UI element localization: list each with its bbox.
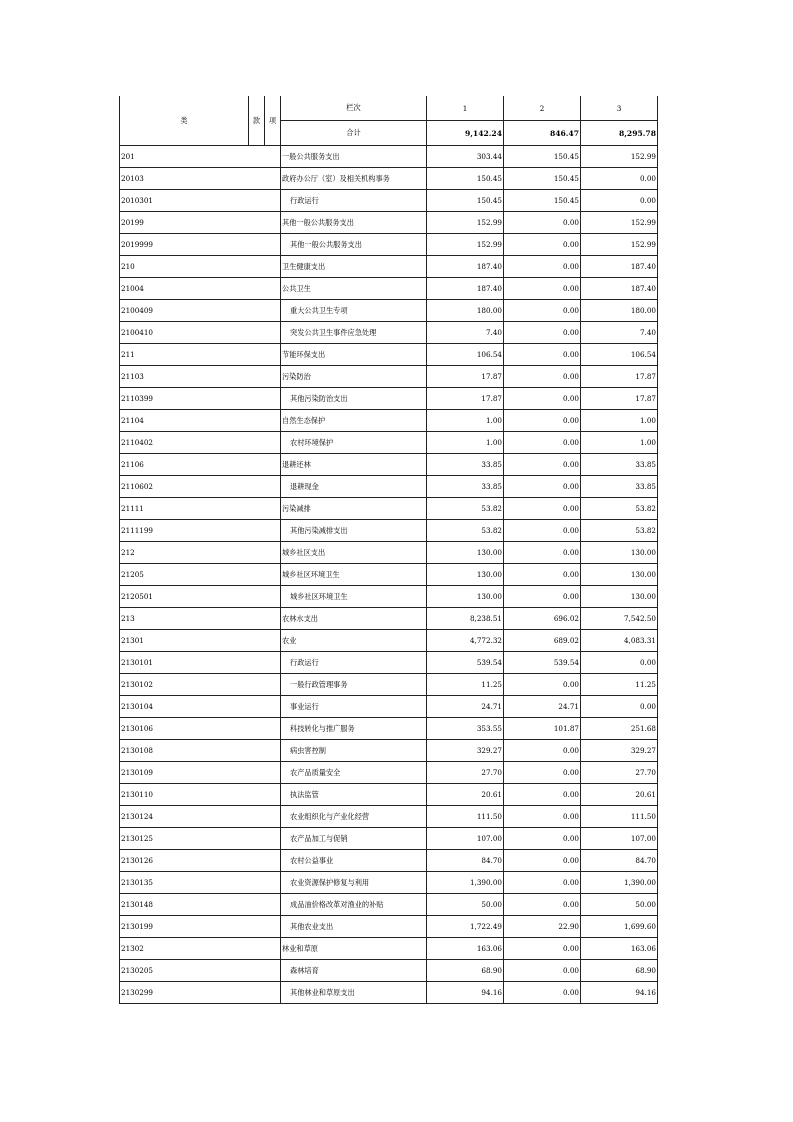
row-name: 城乡社区支出 [281,542,427,564]
row-value-col3: 27.70 [581,762,658,784]
table-row [120,674,658,696]
row-value-col2: 0.00 [504,212,581,234]
total-col1: 9,142.24 [427,121,504,146]
table-row [120,586,658,608]
row-value-col1: 94.16 [427,982,504,1004]
row-value-col1: 20.61 [427,784,504,806]
row-value-col3: 111.50 [581,806,658,828]
row-value-col3: 130.00 [581,586,658,608]
row-value-col1: 33.85 [427,454,504,476]
row-value-col2: 0.00 [504,366,581,388]
budget-table-sheet [119,96,657,1004]
row-value-col1: 4,772.32 [427,630,504,652]
row-value-col3: 0.00 [581,696,658,718]
row-code: 2130110 [120,784,281,806]
row-value-col2: 24.71 [504,696,581,718]
row-code: 20103 [120,168,281,190]
row-value-col1: 53.82 [427,520,504,542]
row-name: 污染减排 [281,498,427,520]
row-value-col2: 0.00 [504,388,581,410]
row-name: 执法监管 [281,784,427,806]
table-row [120,806,658,828]
row-value-col3: 180.00 [581,300,658,322]
row-value-col1: 8,238.51 [427,608,504,630]
row-value-col3: 7.40 [581,322,658,344]
row-code: 2110602 [120,476,281,498]
row-value-col1: 187.40 [427,256,504,278]
row-value-col2: 0.00 [504,542,581,564]
row-name: 农产品质量安全 [281,762,427,784]
row-name: 其他一般公共服务支出 [281,234,427,256]
row-value-col2: 0.00 [504,432,581,454]
table-row [120,938,658,960]
row-value-col2: 0.00 [504,410,581,432]
row-value-col3: 187.40 [581,256,658,278]
row-value-col1: 53.82 [427,498,504,520]
row-name: 重大公共卫生专项 [281,300,427,322]
row-code: 2130299 [120,982,281,1004]
table-row [120,454,658,476]
row-code: 210 [120,256,281,278]
row-value-col1: 68.90 [427,960,504,982]
row-value-col3: 1.00 [581,410,658,432]
row-value-col2: 0.00 [504,476,581,498]
row-code: 2130135 [120,872,281,894]
row-code: 2130108 [120,740,281,762]
row-name: 其他农业支出 [281,916,427,938]
table-row [120,190,658,212]
table-row [120,300,658,322]
row-value-col1: 1,390.00 [427,872,504,894]
row-value-col1: 24.71 [427,696,504,718]
row-value-col2: 0.00 [504,872,581,894]
table-row [120,344,658,366]
row-value-col2: 696.02 [504,608,581,630]
row-name: 卫生健康支出 [281,256,427,278]
table-row [120,542,658,564]
row-value-col1: 152.99 [427,234,504,256]
table-row [120,916,658,938]
row-value-col3: 1.00 [581,432,658,454]
row-code: 2130104 [120,696,281,718]
total-col2: 846.47 [504,121,581,146]
row-value-col2: 0.00 [504,520,581,542]
row-value-col2: 0.00 [504,828,581,850]
row-name: 科技转化与推广服务 [281,718,427,740]
row-code: 21111 [120,498,281,520]
row-code: 21302 [120,938,281,960]
row-value-col3: 53.82 [581,498,658,520]
row-code: 2110399 [120,388,281,410]
row-value-col2: 0.00 [504,586,581,608]
row-code: 2019999 [120,234,281,256]
row-code: 2120501 [120,586,281,608]
row-value-col2: 0.00 [504,234,581,256]
row-value-col3: 84.70 [581,850,658,872]
row-name: 其他污染减排支出 [281,520,427,542]
row-code: 2130124 [120,806,281,828]
row-name: 政府办公厅（室）及相关机构事务 [281,168,427,190]
row-name: 节能环保支出 [281,344,427,366]
row-name: 其他污染防治支出 [281,388,427,410]
table-row [120,872,658,894]
row-value-col3: 152.99 [581,212,658,234]
row-value-col2: 539.54 [504,652,581,674]
row-name: 农业资源保护修复与利用 [281,872,427,894]
row-value-col2: 0.00 [504,256,581,278]
header-col2: 2 [504,96,581,121]
row-value-col1: 107.00 [427,828,504,850]
table-row [120,718,658,740]
table-row [120,960,658,982]
row-value-col2: 0.00 [504,344,581,366]
row-value-col3: 53.82 [581,520,658,542]
row-code: 2010301 [120,190,281,212]
row-value-col1: 111.50 [427,806,504,828]
row-value-col3: 7,542.50 [581,608,658,630]
row-value-col1: 303.44 [427,146,504,168]
table-row [120,828,658,850]
row-code: 2130148 [120,894,281,916]
row-value-col2: 0.00 [504,784,581,806]
row-name: 自然生态保护 [281,410,427,432]
row-code: 2130102 [120,674,281,696]
row-value-col1: 163.06 [427,938,504,960]
row-name: 农村公益事业 [281,850,427,872]
table-row [120,256,658,278]
row-value-col2: 0.00 [504,850,581,872]
table-row [120,432,658,454]
row-name: 行政运行 [281,652,427,674]
header-xiang: 项 [265,96,281,146]
row-value-col1: 130.00 [427,564,504,586]
table-row [120,652,658,674]
row-name: 农林水支出 [281,608,427,630]
table-row [120,850,658,872]
header-lanci: 栏次 [281,96,427,121]
row-name: 一般行政管理事务 [281,674,427,696]
row-name: 其他一般公共服务支出 [281,212,427,234]
row-code: 2110402 [120,432,281,454]
row-name: 病虫害控制 [281,740,427,762]
row-value-col1: 17.87 [427,388,504,410]
total-label: 合计 [281,121,427,146]
row-name: 事业运行 [281,696,427,718]
header-row-columns [120,96,658,121]
row-value-col2: 0.00 [504,960,581,982]
row-value-col3: 94.16 [581,982,658,1004]
row-code: 2130106 [120,718,281,740]
row-value-col2: 150.45 [504,146,581,168]
row-value-col1: 7.40 [427,322,504,344]
row-name: 污染防治 [281,366,427,388]
table-row [120,146,658,168]
table-row [120,388,658,410]
row-code: 201 [120,146,281,168]
table-row [120,278,658,300]
row-name: 城乡社区环境卫生 [281,586,427,608]
row-name: 退耕现金 [281,476,427,498]
row-value-col3: 163.06 [581,938,658,960]
row-code: 2111199 [120,520,281,542]
row-value-col3: 33.85 [581,454,658,476]
header-kuan: 款 [249,96,265,146]
row-value-col1: 1.00 [427,410,504,432]
row-value-col1: 180.00 [427,300,504,322]
row-code: 20199 [120,212,281,234]
row-code: 2130199 [120,916,281,938]
table-row [120,608,658,630]
row-value-col1: 106.54 [427,344,504,366]
row-value-col3: 152.99 [581,234,658,256]
row-value-col3: 11.25 [581,674,658,696]
row-value-col2: 0.00 [504,938,581,960]
row-code: 21301 [120,630,281,652]
row-name: 退耕还林 [281,454,427,476]
row-value-col3: 20.61 [581,784,658,806]
header-col3: 3 [581,96,658,121]
row-value-col1: 539.54 [427,652,504,674]
row-value-col3: 152.99 [581,146,658,168]
row-value-col3: 251.68 [581,718,658,740]
row-value-col3: 17.87 [581,366,658,388]
table-row [120,212,658,234]
row-name: 农产品加工与促销 [281,828,427,850]
row-code: 21106 [120,454,281,476]
row-name: 农村环境保护 [281,432,427,454]
row-name: 农业 [281,630,427,652]
row-value-col1: 1.00 [427,432,504,454]
row-name: 林业和草原 [281,938,427,960]
row-value-col1: 353.55 [427,718,504,740]
row-code: 21205 [120,564,281,586]
row-code: 2130205 [120,960,281,982]
row-code: 21103 [120,366,281,388]
row-value-col1: 50.00 [427,894,504,916]
budget-table [119,96,658,1004]
row-name: 农业组织化与产业化经营 [281,806,427,828]
row-value-col2: 689.02 [504,630,581,652]
table-row [120,322,658,344]
row-value-col1: 17.87 [427,366,504,388]
row-value-col2: 0.00 [504,806,581,828]
row-code: 211 [120,344,281,366]
row-value-col3: 0.00 [581,168,658,190]
row-value-col2: 150.45 [504,168,581,190]
row-value-col1: 152.99 [427,212,504,234]
table-row [120,366,658,388]
row-code: 2130101 [120,652,281,674]
row-value-col2: 0.00 [504,322,581,344]
row-value-col2: 0.00 [504,278,581,300]
row-value-col3: 17.87 [581,388,658,410]
table-row [120,784,658,806]
row-value-col3: 50.00 [581,894,658,916]
header-lei: 类 [120,96,249,146]
row-code: 2130126 [120,850,281,872]
row-name: 公共卫生 [281,278,427,300]
row-value-col3: 106.54 [581,344,658,366]
row-value-col3: 329.27 [581,740,658,762]
row-name: 一般公共服务支出 [281,146,427,168]
row-value-col3: 1,699.60 [581,916,658,938]
row-value-col1: 150.45 [427,168,504,190]
row-code: 2100410 [120,322,281,344]
row-name: 其他林业和草原支出 [281,982,427,1004]
row-value-col3: 130.00 [581,564,658,586]
row-value-col2: 0.00 [504,300,581,322]
table-row [120,894,658,916]
row-value-col2: 22.90 [504,916,581,938]
row-value-col2: 0.00 [504,674,581,696]
row-code: 212 [120,542,281,564]
row-value-col3: 130.00 [581,542,658,564]
table-row [120,982,658,1004]
row-value-col1: 27.70 [427,762,504,784]
row-value-col3: 68.90 [581,960,658,982]
row-value-col1: 329.27 [427,740,504,762]
row-code: 2130125 [120,828,281,850]
row-value-col1: 11.25 [427,674,504,696]
row-value-col1: 1,722.49 [427,916,504,938]
row-value-col2: 0.00 [504,762,581,784]
row-value-col1: 150.45 [427,190,504,212]
row-value-col3: 4,083.31 [581,630,658,652]
row-value-col3: 33.85 [581,476,658,498]
row-name: 城乡社区环境卫生 [281,564,427,586]
row-code: 21004 [120,278,281,300]
row-name: 突发公共卫生事件应急处理 [281,322,427,344]
table-row [120,696,658,718]
table-row [120,476,658,498]
row-code: 2130109 [120,762,281,784]
row-code: 213 [120,608,281,630]
table-body [120,146,658,1004]
table-row [120,234,658,256]
row-name: 成品油价格改革对渔业的补贴 [281,894,427,916]
row-value-col1: 187.40 [427,278,504,300]
row-value-col3: 1,390.00 [581,872,658,894]
row-value-col1: 84.70 [427,850,504,872]
row-value-col2: 0.00 [504,740,581,762]
row-value-col2: 0.00 [504,982,581,1004]
table-row [120,520,658,542]
total-col3: 8,295.78 [581,121,658,146]
table-row [120,740,658,762]
header-col1: 1 [427,96,504,121]
row-value-col2: 0.00 [504,454,581,476]
row-value-col2: 150.45 [504,190,581,212]
row-value-col1: 130.00 [427,542,504,564]
table-row [120,564,658,586]
row-code: 21104 [120,410,281,432]
table-row [120,762,658,784]
row-name: 森林培育 [281,960,427,982]
row-value-col3: 187.40 [581,278,658,300]
row-value-col3: 0.00 [581,652,658,674]
table-row [120,498,658,520]
row-value-col1: 33.85 [427,476,504,498]
row-value-col2: 0.00 [504,564,581,586]
table-row [120,410,658,432]
row-value-col2: 0.00 [504,894,581,916]
row-value-col2: 0.00 [504,498,581,520]
row-name: 行政运行 [281,190,427,212]
row-value-col3: 107.00 [581,828,658,850]
row-code: 2100409 [120,300,281,322]
row-value-col1: 130.00 [427,586,504,608]
row-value-col2: 101.87 [504,718,581,740]
table-row [120,630,658,652]
row-value-col3: 0.00 [581,190,658,212]
table-row [120,168,658,190]
